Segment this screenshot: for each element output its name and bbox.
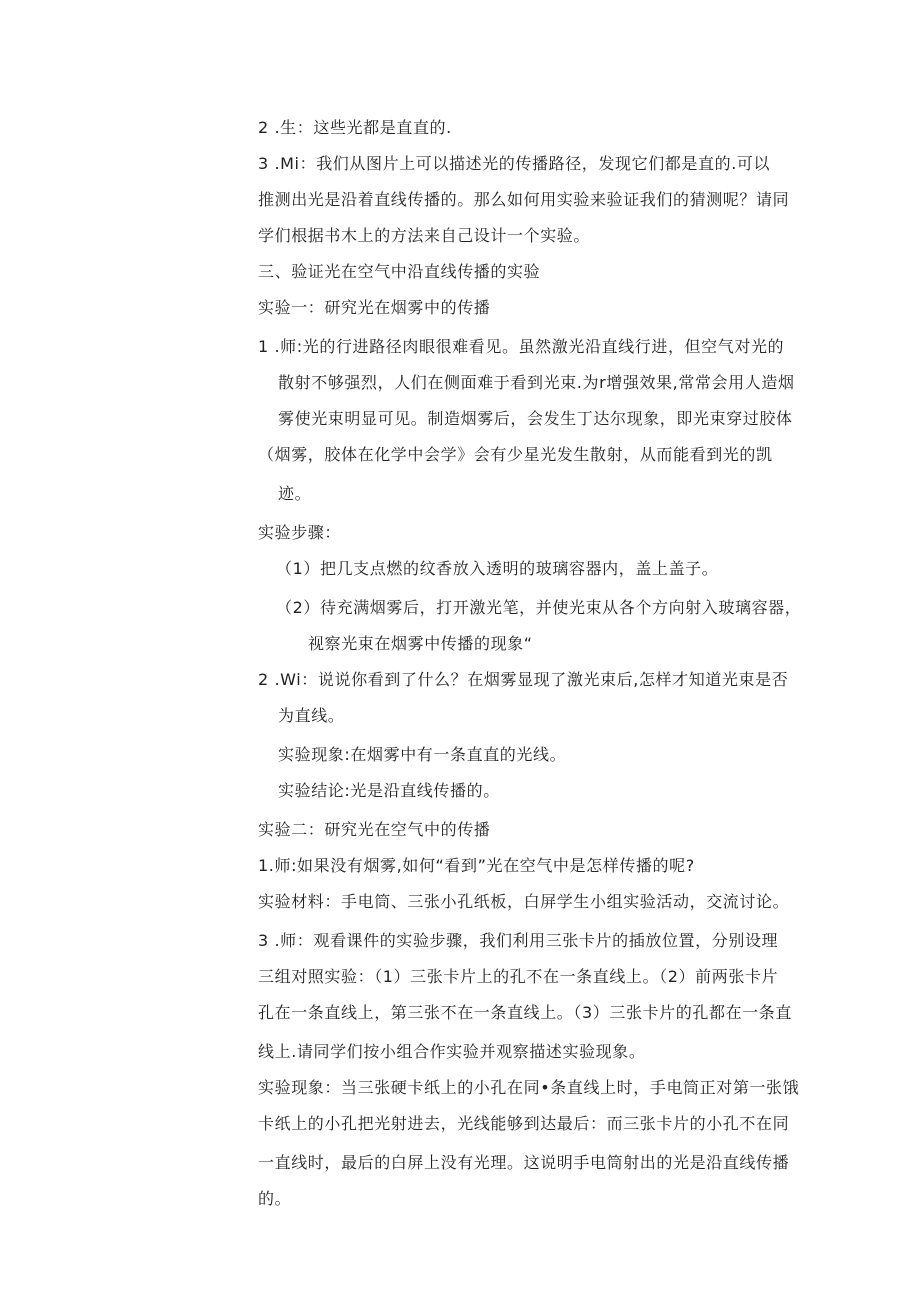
text-line: 雾使光束明显可见。制造烟雾后，会发生丁达尔现象，即光束穿过胶体 <box>278 409 793 428</box>
step-item: （2）待充满烟雾后，打开激光笔，并使光束从各个方向射入玻璃容器， <box>276 598 802 617</box>
text-line: 3 .师：观看课件的实验步骤，我们利用三张卡片的插放位置，分别设理 <box>258 931 779 950</box>
text-line: （烟雾，胶体在化学中会学》会有少星光发生散射，从而能看到光的凯 <box>258 445 773 464</box>
text-line: 实验现象：当三张硬卡纸上的小孔在同•条直线上时，手电筒正对第一张饿 <box>258 1078 800 1097</box>
steps-heading: 实验步骤： <box>258 523 342 542</box>
subsection-heading: 实验一：研究光在烟雾中的传播 <box>258 298 491 317</box>
text-line: 1 .师:光的行进路径肉眼很难看见。虽然激光沿直线行进，但空气对光的 <box>258 337 785 356</box>
text-line: 实验材料：手电筒、三张小孔纸板，白屏学生小组实验活动，交流讨论。 <box>258 892 790 911</box>
text-line: 线上.请同学们按小组合作实验并观察描述实验现象。 <box>258 1042 646 1061</box>
text-line: 迹。 <box>278 484 312 503</box>
text-line: 为直线。 <box>278 706 345 725</box>
text-line: 推测出光是沿着直线传播的。那么如何用实验来验证我们的猜测呢？请同 <box>258 190 790 209</box>
text-line: 2 .Wi：说说你看到了什么？在烟雾显现了激光束后,怎样才知道光束是否 <box>258 670 789 689</box>
text-line: 学们根据书木上的方法来自己设计一个实验。 <box>258 226 591 245</box>
text-line: 的。 <box>258 1189 292 1208</box>
text-line: 卡纸上的小孔把光射进去，光线能够到达最后：而三张卡片的小孔不在同 <box>258 1114 790 1133</box>
text-line: 实验结论:光是沿直线传播的。 <box>278 781 500 800</box>
text-line: 孔在一条直线上，第三张不在一条直线上。（3）三张卡片的孔都在一条直 <box>258 1003 792 1022</box>
text-line: 3 .Mi：我们从图片上可以描述光的传播路径，发现它们都是直的.可以 <box>258 154 771 173</box>
subsection-heading: 实验二：研究光在空气中的传播 <box>258 820 491 839</box>
step-item: （1）把几支点燃的纹香放入透明的玻璃容器内，盖上盖子。 <box>276 559 719 578</box>
text-line: 2 .生：这些光都是直直的. <box>258 118 452 137</box>
text-line: 视察光束在烟雾中传播的现象“ <box>308 634 533 653</box>
text-line: 散射不够强烈，人们在侧面难于看到光束.为r增强效果,常常会用人造烟 <box>278 373 795 392</box>
text-line: 1.师:如果没有烟雾,如何“看到”光在空气中是怎样传播的呢? <box>258 856 695 875</box>
text-line: 三组对照实验：（1）三张卡片上的孔不在一条直线上。（2）前两张卡片 <box>258 967 779 986</box>
section-heading: 三、验证光在空气中沿直线传播的实验 <box>258 262 541 281</box>
text-line: 实验现象:在烟雾中有一条直直的光线。 <box>278 745 567 764</box>
text-line: 一直线时，最后的白屏上没有光理。这说明手电筒射出的光是沿直线传播 <box>258 1153 790 1172</box>
